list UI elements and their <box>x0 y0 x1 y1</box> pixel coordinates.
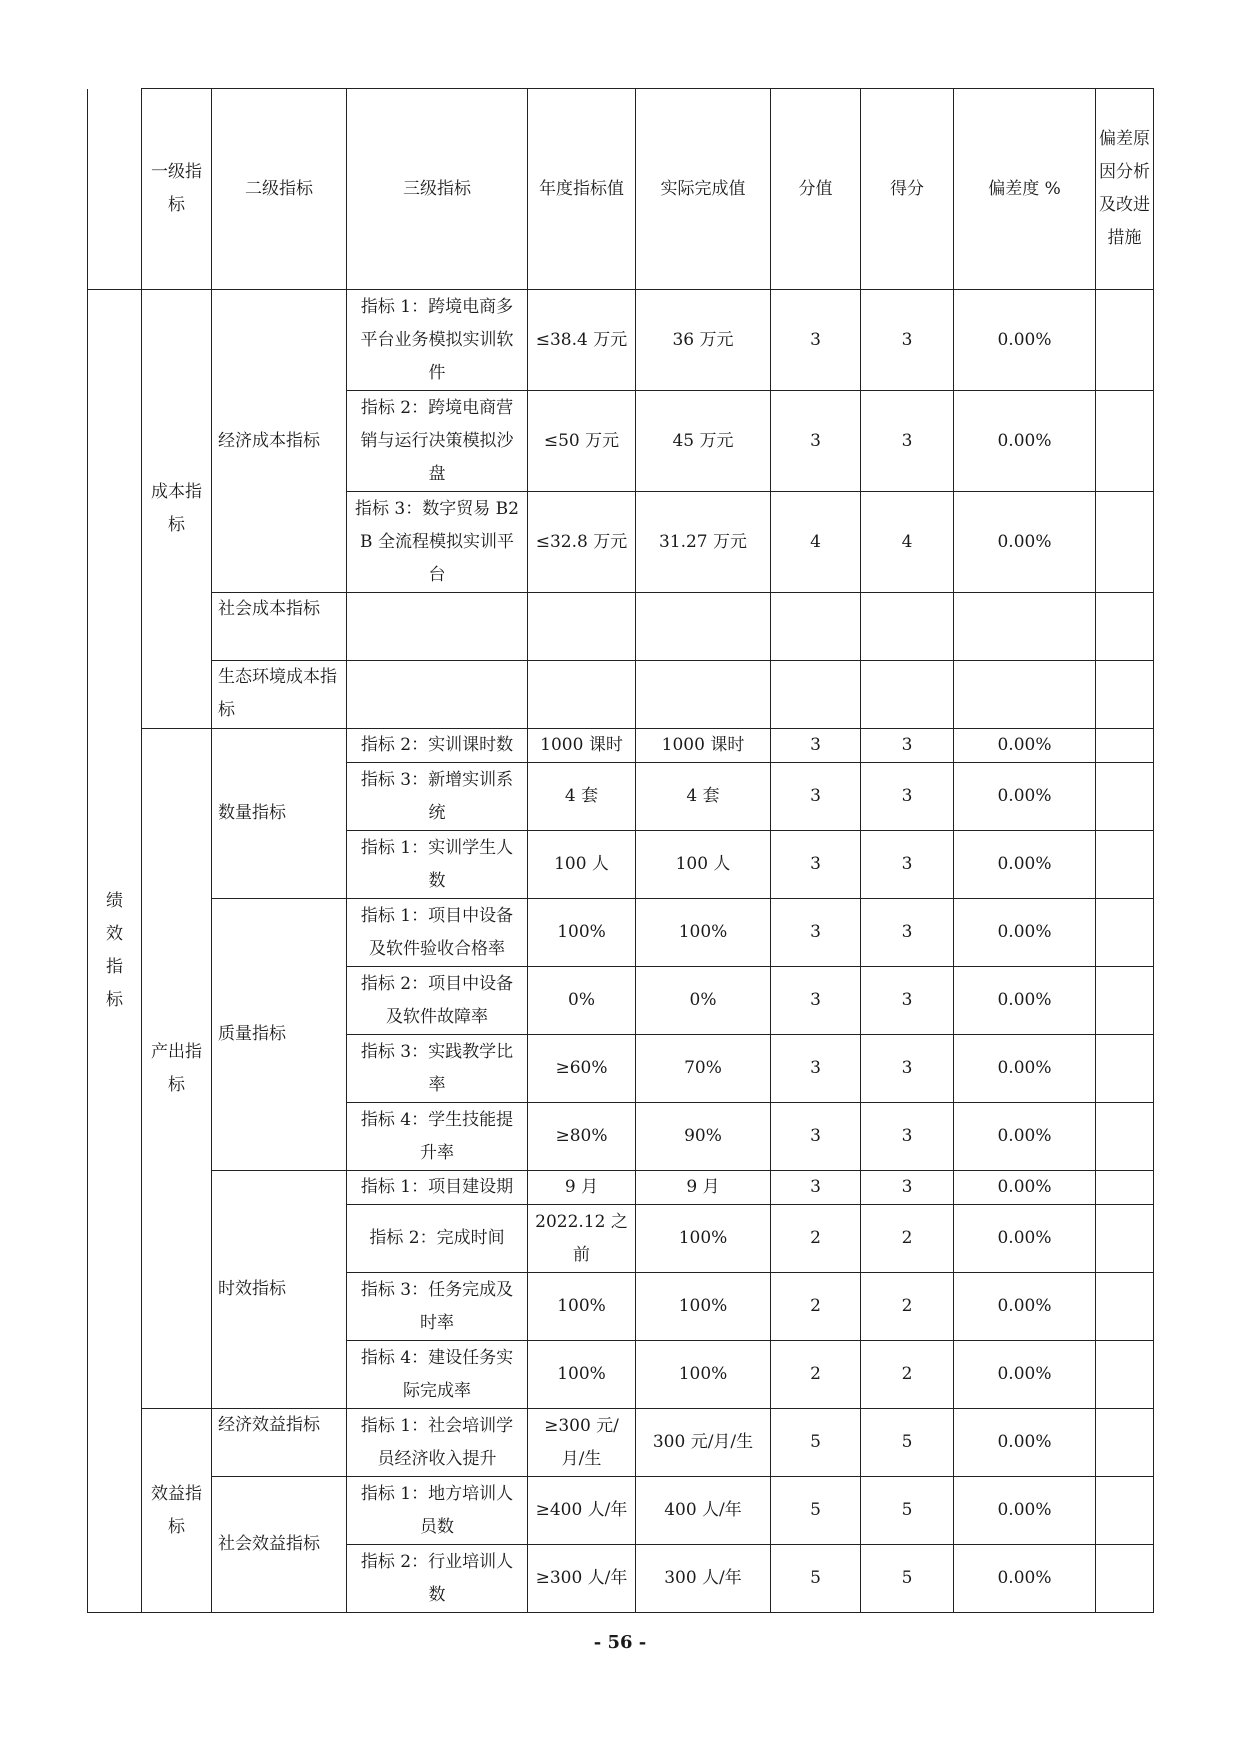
score-value: 3 <box>861 967 954 1035</box>
deviation-value: 0.00% <box>954 763 1096 831</box>
reason-cell <box>1096 391 1154 492</box>
score-value: 2 <box>861 1273 954 1341</box>
indicator-name: 指标 1：跨境电商多平台业务模拟实训软件 <box>347 290 528 391</box>
level2-economic-benefit: 经济效益指标 <box>212 1409 347 1477</box>
actual-value: 100% <box>636 1273 771 1341</box>
reason-cell <box>1096 1477 1154 1545</box>
annual-value: 100% <box>528 1273 636 1341</box>
score-value: 4 <box>861 492 954 593</box>
weight-value: 3 <box>771 831 861 899</box>
table-row <box>88 593 1154 661</box>
table-row <box>88 661 1154 729</box>
annual-value: ≥300 人/年 <box>528 1545 636 1613</box>
annual-value: 9 月 <box>528 1171 636 1205</box>
score-value: 3 <box>861 1035 954 1103</box>
actual-value: 300 人/年 <box>636 1545 771 1613</box>
deviation-value: 0.00% <box>954 1205 1096 1273</box>
score-value: 5 <box>861 1409 954 1477</box>
annual-value: ≤38.4 万元 <box>528 290 636 391</box>
actual-value: 400 人/年 <box>636 1477 771 1545</box>
actual-value: 9 月 <box>636 1171 771 1205</box>
annual-value: ≥400 人/年 <box>528 1477 636 1545</box>
annual-value: ≤50 万元 <box>528 391 636 492</box>
header-level3: 三级指标 <box>347 89 528 290</box>
annual-value: ≥80% <box>528 1103 636 1171</box>
actual-value: 70% <box>636 1035 771 1103</box>
table-row <box>88 729 1154 763</box>
indicator-name: 指标 1：项目建设期 <box>347 1171 528 1205</box>
table-row <box>88 899 1154 967</box>
annual-value: 2022.12 之前 <box>528 1205 636 1273</box>
score-value: 5 <box>861 1545 954 1613</box>
deviation-value: 0.00% <box>954 967 1096 1035</box>
weight-value: 2 <box>771 1273 861 1341</box>
outer-label-cell: 绩效指标 <box>88 290 142 1613</box>
level2-quality: 质量指标 <box>212 899 347 1171</box>
deviation-value: 0.00% <box>954 1171 1096 1205</box>
weight-value: 3 <box>771 1103 861 1171</box>
deviation-value: 0.00% <box>954 391 1096 492</box>
indicator-name: 指标 2：完成时间 <box>347 1205 528 1273</box>
indicator-name: 指标 1：地方培训人员数 <box>347 1477 528 1545</box>
annual-value: ≤32.8 万元 <box>528 492 636 593</box>
score-value: 3 <box>861 1103 954 1171</box>
deviation-value: 0.00% <box>954 899 1096 967</box>
indicator-name: 指标 2：项目中设备及软件故障率 <box>347 967 528 1035</box>
score-value: 3 <box>861 763 954 831</box>
header-deviation: 偏差度 % <box>954 89 1096 290</box>
actual-value: 0% <box>636 967 771 1035</box>
deviation-value: 0.00% <box>954 1273 1096 1341</box>
indicator-name: 指标 3：新增实训系统 <box>347 763 528 831</box>
annual-value: 1000 课时 <box>528 729 636 763</box>
weight-value: 3 <box>771 1035 861 1103</box>
reason-cell <box>1096 290 1154 391</box>
level2-social-cost: 社会成本指标 <box>212 593 347 661</box>
annual-value: ≥60% <box>528 1035 636 1103</box>
weight-value: 3 <box>771 290 861 391</box>
weight-value: 3 <box>771 763 861 831</box>
annual-value: 100% <box>528 899 636 967</box>
indicator-name: 指标 3：数字贸易 B2B 全流程模拟实训平台 <box>347 492 528 593</box>
annual-value: 100 人 <box>528 831 636 899</box>
weight-value: 3 <box>771 899 861 967</box>
reason-cell <box>1096 1273 1154 1341</box>
actual-value: 300 元/月/生 <box>636 1409 771 1477</box>
header-row <box>88 89 1154 290</box>
level1-output: 产出指标 <box>142 729 212 1409</box>
score-value: 3 <box>861 729 954 763</box>
reason-cell <box>1096 1409 1154 1477</box>
level1-benefit: 效益指标 <box>142 1409 212 1613</box>
indicator-name: 指标 4：建设任务实际完成率 <box>347 1341 528 1409</box>
header-reason: 偏差原因分析及改进措施 <box>1096 89 1154 290</box>
header-score: 得分 <box>861 89 954 290</box>
table-row <box>88 290 1154 391</box>
level2-social-benefit: 社会效益指标 <box>212 1477 347 1613</box>
indicator-name: 指标 2：行业培训人数 <box>347 1545 528 1613</box>
level2-eco-cost: 生态环境成本指标 <box>212 661 347 729</box>
actual-value: 36 万元 <box>636 290 771 391</box>
table-row <box>88 1409 1154 1477</box>
deviation-value: 0.00% <box>954 1035 1096 1103</box>
page-number: - 56 - <box>593 1632 647 1653</box>
actual-value: 4 套 <box>636 763 771 831</box>
level1-cost: 成本指标 <box>142 290 212 729</box>
indicator-name: 指标 1：项目中设备及软件验收合格率 <box>347 899 528 967</box>
weight-value: 3 <box>771 729 861 763</box>
score-value: 3 <box>861 1171 954 1205</box>
deviation-value: 0.00% <box>954 290 1096 391</box>
actual-value: 100 人 <box>636 831 771 899</box>
reason-cell <box>1096 1341 1154 1409</box>
reason-cell <box>1096 763 1154 831</box>
weight-value: 3 <box>771 967 861 1035</box>
indicator-name: 指标 1：社会培训学员经济收入提升 <box>347 1409 528 1477</box>
indicator-name: 指标 1：实训学生人数 <box>347 831 528 899</box>
table-row <box>88 1477 1154 1545</box>
deviation-value: 0.00% <box>954 831 1096 899</box>
weight-value: 5 <box>771 1409 861 1477</box>
reason-cell <box>1096 1171 1154 1205</box>
score-value: 5 <box>861 1477 954 1545</box>
reason-cell <box>1096 831 1154 899</box>
deviation-value: 0.00% <box>954 492 1096 593</box>
reason-cell <box>1096 1205 1154 1273</box>
indicator-name: 指标 3：实践教学比率 <box>347 1035 528 1103</box>
weight-value: 5 <box>771 1545 861 1613</box>
indicator-name: 指标 2：跨境电商营销与运行决策模拟沙盘 <box>347 391 528 492</box>
reason-cell <box>1096 1035 1154 1103</box>
annual-value: ≥300 元/月/生 <box>528 1409 636 1477</box>
score-value: 3 <box>861 899 954 967</box>
annual-value: 4 套 <box>528 763 636 831</box>
actual-value: 90% <box>636 1103 771 1171</box>
reason-cell <box>1096 492 1154 593</box>
outer-label-cell-top <box>88 89 142 290</box>
reason-cell <box>1096 967 1154 1035</box>
deviation-value: 0.00% <box>954 1103 1096 1171</box>
actual-value: 1000 课时 <box>636 729 771 763</box>
actual-value: 31.27 万元 <box>636 492 771 593</box>
performance-indicator-table <box>87 88 1154 1613</box>
reason-cell <box>1096 1545 1154 1613</box>
annual-value: 0% <box>528 967 636 1035</box>
deviation-value: 0.00% <box>954 1477 1096 1545</box>
reason-cell <box>1096 729 1154 763</box>
score-value: 3 <box>861 831 954 899</box>
header-actual: 实际完成值 <box>636 89 771 290</box>
deviation-value: 0.00% <box>954 1341 1096 1409</box>
weight-value: 5 <box>771 1477 861 1545</box>
deviation-value: 0.00% <box>954 1545 1096 1613</box>
level2-timeliness: 时效指标 <box>212 1171 347 1409</box>
indicator-name: 指标 3：任务完成及时率 <box>347 1273 528 1341</box>
annual-value: 100% <box>528 1341 636 1409</box>
actual-value: 100% <box>636 1341 771 1409</box>
actual-value: 100% <box>636 899 771 967</box>
actual-value: 100% <box>636 1205 771 1273</box>
reason-cell <box>1096 1103 1154 1171</box>
score-value: 3 <box>861 290 954 391</box>
weight-value: 2 <box>771 1341 861 1409</box>
level2-quantity: 数量指标 <box>212 729 347 899</box>
reason-cell <box>1096 899 1154 967</box>
weight-value: 3 <box>771 391 861 492</box>
deviation-value: 0.00% <box>954 729 1096 763</box>
header-level1: 一级指标 <box>142 89 212 290</box>
score-value: 2 <box>861 1205 954 1273</box>
level2-economic-cost: 经济成本指标 <box>212 290 347 593</box>
score-value: 3 <box>861 391 954 492</box>
header-level2: 二级指标 <box>212 89 347 290</box>
score-value: 2 <box>861 1341 954 1409</box>
table-row <box>88 1171 1154 1205</box>
actual-value: 45 万元 <box>636 391 771 492</box>
weight-value: 4 <box>771 492 861 593</box>
weight-value: 3 <box>771 1171 861 1205</box>
header-weight: 分值 <box>771 89 861 290</box>
weight-value: 2 <box>771 1205 861 1273</box>
indicator-name: 指标 4：学生技能提升率 <box>347 1103 528 1171</box>
indicator-name: 指标 2：实训课时数 <box>347 729 528 763</box>
deviation-value: 0.00% <box>954 1409 1096 1477</box>
header-annual: 年度指标值 <box>528 89 636 290</box>
